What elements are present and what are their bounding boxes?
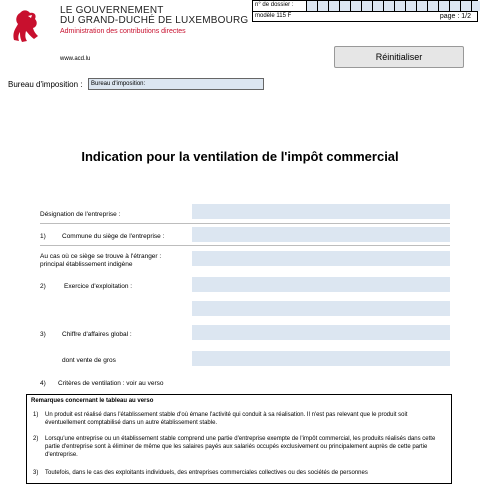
dossier-cell[interactable] bbox=[427, 1, 438, 11]
remarks-title: Remarques concernant le tableau au verso bbox=[31, 398, 154, 404]
dossier-cell[interactable] bbox=[361, 1, 372, 11]
remark-number: 2) bbox=[33, 436, 39, 442]
q4-number: 4) bbox=[40, 380, 46, 387]
dossier-cell[interactable] bbox=[405, 1, 416, 11]
abroad-label-1: Au cas où ce siège se trouve à l'étranger : bbox=[40, 253, 162, 260]
q4-label: Critères de ventilation : voir au verso bbox=[58, 380, 164, 387]
wholesale-input[interactable] bbox=[192, 351, 450, 366]
q3-label: Chiffre d'affaires global : bbox=[62, 331, 132, 338]
commune-input[interactable] bbox=[192, 227, 450, 242]
remarks-box bbox=[26, 394, 452, 484]
designation-label: Désignation de l'entreprise : bbox=[40, 211, 121, 218]
dossier-cell[interactable] bbox=[438, 1, 449, 11]
website-link[interactable]: www.acd.lu bbox=[60, 56, 91, 62]
dossier-cell[interactable] bbox=[328, 1, 339, 11]
exercice-input-2[interactable] bbox=[192, 301, 450, 316]
remark-number: 1) bbox=[33, 412, 39, 418]
remark-text: Lorsqu'une entreprise ou un établissement stable comprend une partie d'entreprise exempte de l'impôt commercial, les produits réalisés dans cette partie d'entreprise sont à éliminer de même que les salaires payés aux salariés occupés exclusivement ou principalement auprès de cette partie d'entreprise. bbox=[45, 436, 436, 458]
designation-input[interactable] bbox=[192, 204, 450, 219]
turnover-input[interactable] bbox=[192, 325, 450, 340]
lion-logo-icon bbox=[8, 6, 42, 44]
remark-item bbox=[33, 435, 443, 459]
remark-item bbox=[33, 411, 443, 427]
gov-line-2: DU GRAND-DUCHÉ DE LUXEMBOURG bbox=[60, 15, 249, 26]
government-title bbox=[60, 6, 248, 26]
divider bbox=[40, 245, 450, 246]
dossier-cell[interactable] bbox=[460, 1, 471, 11]
dossier-cell[interactable] bbox=[416, 1, 427, 11]
dossier-cell[interactable] bbox=[306, 1, 317, 11]
remark-text: Toutefois, dans le cas des exploitants individuels, des entreprises commerciales collectives ou des sociétés de personnes bbox=[45, 470, 368, 476]
page-indicator: page : 1/2 bbox=[439, 13, 471, 20]
dossier-cell[interactable] bbox=[383, 1, 394, 11]
remark-number: 3) bbox=[33, 470, 39, 476]
dossier-box bbox=[252, 0, 478, 22]
gov-line-1: LE GOUVERNEMENT bbox=[60, 5, 164, 16]
modele-label: modèle 115 F bbox=[255, 13, 292, 19]
admin-name: Administration des contributions directes bbox=[60, 28, 186, 35]
q3-number: 3) bbox=[40, 331, 46, 338]
dossier-number-input[interactable] bbox=[306, 1, 480, 11]
establishment-input[interactable] bbox=[192, 251, 450, 266]
dossier-cell[interactable] bbox=[372, 1, 383, 11]
reset-button[interactable]: Réinitialiser bbox=[334, 46, 464, 68]
dossier-cell[interactable] bbox=[394, 1, 405, 11]
dossier-cell[interactable] bbox=[449, 1, 460, 11]
exercice-input[interactable] bbox=[192, 277, 450, 292]
q1-label: Commune du siège de l'entreprise : bbox=[62, 233, 165, 240]
bureau-label: Bureau d'imposition : bbox=[8, 80, 83, 89]
q2-label: Exercice d'exploitation : bbox=[64, 283, 133, 290]
dossier-label: n° de dossier : bbox=[255, 2, 294, 8]
q2-number: 2) bbox=[40, 283, 46, 290]
bureau-select[interactable]: Bureau d'imposition: bbox=[88, 78, 264, 90]
dossier-cell[interactable] bbox=[471, 1, 480, 11]
page-title: Indication pour la ventilation de l'impôt commercial bbox=[81, 149, 399, 164]
dossier-cell[interactable] bbox=[350, 1, 361, 11]
q1-number: 1) bbox=[40, 233, 46, 240]
dossier-cell[interactable] bbox=[317, 1, 328, 11]
wholesale-label: dont vente de gros bbox=[62, 357, 116, 364]
abroad-label-2: principal établissement indigène bbox=[40, 261, 133, 268]
divider bbox=[40, 223, 450, 224]
remark-item bbox=[33, 469, 443, 477]
dossier-row bbox=[253, 1, 477, 12]
dossier-cell[interactable] bbox=[339, 1, 350, 11]
remark-text: Un produit est réalisé dans l'établissement stable d'où émane l'activité qui conduit à sa réalisation. Il n'est pas relevant que le produit soit éventuellement comptabilisé dans un autre établissement stable. bbox=[45, 412, 408, 426]
